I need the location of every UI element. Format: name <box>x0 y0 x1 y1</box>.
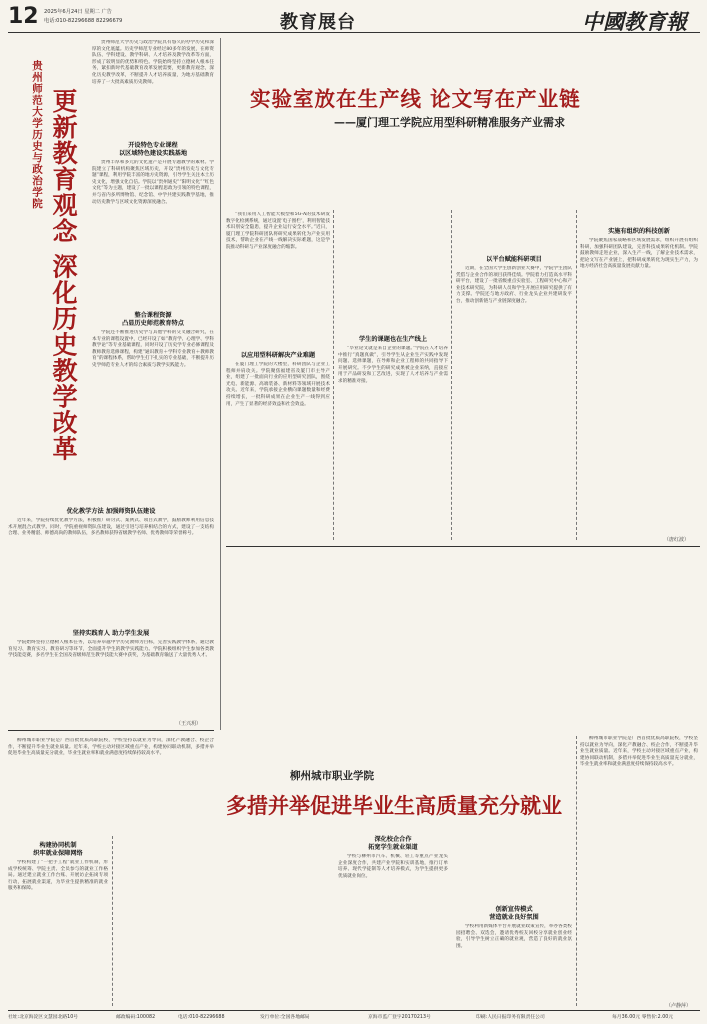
guizhou-headline: 更新教育观念 深化历史教学改革 <box>49 88 78 462</box>
masthead-logo: 中國教育報 <box>582 9 687 34</box>
footer-distributor: 发行单位:全国各地邮局 <box>260 1015 310 1020</box>
left-column-divider <box>220 38 221 730</box>
xiamen-section-1-title: 以应用型科研解决产业难题 <box>240 352 316 359</box>
liuzhou-section-3-body <box>456 924 572 1004</box>
liuzhou-section-3-title: 创新宣传模式 营造就业良好氛围 <box>489 906 539 921</box>
xiamen-section-4-title: 实施有组织的科技创新 <box>608 228 670 235</box>
xiamen-section-4-text: 学院聚焦国家战略和区域发展需求，组织开展有组织科研，加强科研团队建设，完善科技成果转化机制。学院鼓励教师走进企业，深入生产一线，了解企业技术需求，把论文写在产业链上，把科研成果转化为现实生产力，为地方经济社会高质量发展贡献力量。 <box>580 238 698 270</box>
guizhou-section-2-body <box>92 330 214 448</box>
liuzhou-col-divider-2 <box>576 736 577 1006</box>
liuzhou-section-1-text: 学校构建了“一把手工程”就业工作机制，形成学校统筹、学院主责、全员参与的就业工作格局。通过建立就业工作台账、开展访企拓岗专项行动，拓展就业渠道，为毕业生提供精准的就业服务和保障。 <box>8 860 108 892</box>
footer-postcode: 邮政编码:100082 <box>116 1015 156 1020</box>
xiamen-section-1-body <box>226 362 330 538</box>
liuzhou-intro <box>8 738 214 804</box>
xiamen-lede-text: “我们采用人工智能大模型和5G-A的技术研发数字化检测系统，通过设置‘电子围栏’，利用智能技术识别安全隐患，提升企业运行安全水平。”近日，厦门理工学院科研团队将研究成果转化为产业实用技术，帮助企业在产线一线解决实际难题，这是学院推动科研与产业深度融合的缩影。 <box>226 212 330 250</box>
liuzhou-headline: 多措并举促进毕业生高质量充分就业 <box>226 794 562 818</box>
xiamen-headline: 实验室放在生产线 论文写在产业链 <box>250 87 581 111</box>
liuzhou-intro-text: 柳州城市职业学院是广西首批优质高职院校，学校坚持以就业为导向，深化产教融合、校企合作，不断提升毕业生就业质量。近年来，学校主动对接区域重点产业，构建协同联动机制，多措并举促进毕业生高质量充分就业，毕业生就业率和就业满意度持续保持较高水平。 <box>8 738 214 757</box>
guizhou-section-3-body <box>8 518 214 622</box>
xiamen-section-4-body <box>580 238 698 534</box>
phone-line: 电话:010-82296688 82296679 <box>44 18 123 24</box>
liuzhou-school-name: 柳州城市职业学院 <box>290 770 374 782</box>
xiamen-col-divider-2 <box>451 210 452 540</box>
guizhou-section-1-text: 贵州丰厚和多元的文化遗产是开展专题教学的素材。学院建立了科研机构聚焦区域历史，开设“贵州历史与文化专题”课程，利用学院丰富的地方史资源，引导学生关注本土历史文化，增强文化自信。学院以“贵州通史”“阳明文化”“红色文化”等为主题，建设了一批以课程思政为引领的特色课程，并与省内多所博物馆、纪念馆、中学共建实践教学基地，推动历史教学与区域文化资源深度融合。 <box>92 160 214 205</box>
guizhou-section-1-title: 开设特色专业课程 以区域特色建设实践基地 <box>118 142 188 157</box>
guizhou-section-4-text: 学院始终坚持立德树人根本任务，以培养卓越中学历史教师为目标，完善实践教学体系，通过教育见习、教育实习、教育研习等环节，全面提升学生的教学实践能力。学院积极组织学生参加各类教学技能竞赛，多名学生在全国及省级师范生教学技能大赛中获奖，为基础教育输送了大量优秀人才。 <box>8 640 214 659</box>
xiamen-lede <box>226 212 330 344</box>
guizhou-section-1-body <box>92 160 214 308</box>
xiamen-section-3-body <box>456 266 572 538</box>
xiamen-section-3-title: 以平台赋能科研项目 <box>486 256 542 263</box>
page-header <box>0 0 707 36</box>
page-number: 12 <box>8 4 39 29</box>
footer-license: 京海市监广登字20170213号 <box>368 1015 431 1020</box>
guizhou-section-4-body <box>8 640 214 718</box>
guizhou-bottom-rule <box>8 730 214 731</box>
xiamen-section-3-text: 近期，在全国大学生创新创业大赛中，学院学生团队凭借与企业合作的项目获得佳绩。学院着力打造高水平科研平台，建设了一批省级重点实验室、工程研究中心和产业技术研究院，为科研人员和学生开展应用研究提供了有力支撑。学院还与地方政府、行业龙头企业共建研发平台，推动创新链与产业链深度融合。 <box>456 266 572 304</box>
liuzhou-section-2-title: 深化校企合作 拓宽学生就业渠道 <box>368 836 418 851</box>
header-rule <box>8 32 700 33</box>
liuzhou-column-right-text: 柳州城市职业学院是广西首批优质高职院校，学校坚持以就业为导向，深化产教融合、校企合作，不断提升毕业生就业质量。近年来，学校主动对接区域重点产业，构建协同联动机制，多措并举促进毕业生高质量充分就业，毕业生就业率和就业满意度持续保持较高水平。 <box>580 736 698 768</box>
footer-rule <box>8 1010 700 1011</box>
xiamen-section-1-text: 在厦门理工学院的大楼里，科研团队与企业工程师并肩攻关。学院聚焦福建省及厦门市主导产业，组建了一批面向行业的应用型研究团队，围绕光电、新能源、高端装备、新材料等领域开展技术攻关。近年来，学院承接企业横向课题数量和经费持续增长，一批科研成果在企业生产一线得到应用，产生了显著的经济效益和社会效益。 <box>226 362 330 407</box>
liuzhou-column-right <box>580 736 698 1000</box>
xiamen-col-divider-1 <box>333 210 334 540</box>
liuzhou-section-1-body <box>8 860 108 1000</box>
date-line: 2025年6月24日 星期二 广告 <box>44 9 112 15</box>
xiamen-bottom-rule <box>226 546 700 547</box>
xiamen-subtitle: ——厦门理工学院应用型科研精准服务产业需求 <box>334 116 565 129</box>
section-title: 教育展台 <box>280 12 356 33</box>
xiamen-section-2-text: “毕业论文就是来自企业的课题。”学院在人才培养中推行“真题真做”，引导学生从企业生产实践中发现问题、选择课题，在导师和企业工程师的共同指导下开展研究。不少学生的研究成果被企业采纳，直接应用于产品研发和工艺改进，实现了人才培养与产业需求的精准对接。 <box>338 346 448 384</box>
xiamen-section-2-body <box>338 346 448 538</box>
xiamen-col-divider-3 <box>576 210 577 540</box>
liuzhou-col-divider-1 <box>112 836 113 1006</box>
guizhou-intro <box>92 40 214 132</box>
xiamen-section-2-title: 学生的课题也在生产线上 <box>358 336 428 343</box>
footer-bar <box>8 1013 700 1022</box>
guizhou-section-3-title: 优化教学方法 加强师资队伍建设 <box>66 508 156 515</box>
xiamen-signature: （唐红波） <box>664 537 690 543</box>
footer-address: 社址:北京海淀区文慧园北路10号 <box>8 1015 79 1020</box>
footer-price: 每月36.00元 零售价:2.00元 <box>612 1015 674 1020</box>
guizhou-section-2-text: 学院还不断推进历史学与其他学科的交叉融合研究，在本专业的课程设置中，已经开设了如“教育学、心理学、学科教学论”等专业基础课程，同时开设了历史学专业必修课程及教师教育选修课程，构建“通识教育＋学科专业教育＋教师教育”的课程体系，帮助学生打下扎实的专业基础，不断提升历史学师范专业人才的综合素质与教学实践能力。 <box>92 330 214 368</box>
guizhou-section-2-title: 整合课程资源 凸显历史师范教育特点 <box>122 312 184 327</box>
footer-phone: 电话:010-82296688 <box>178 1015 225 1020</box>
guizhou-intro-text: 贵州师范大学历史与政治学院具有悠久的办学历史和深厚的文化底蕴。历史学师范专业经过80多年的发展，在师资队伍、学科建设、教学科研、人才培养及教学改革等方面，形成了较明显的优势和特色。学院始终坚持立德树人根本任务，紧扣新时代基础教育改革发展需要，更新教育观念，深化历史教学改革，不断提升人才培养质量，为地方基础教育培养了一大批高素质历史教师。 <box>92 40 214 85</box>
liuzhou-section-2-text: 学校与柳州市汽车、机械、轻工等重点产业龙头企业深度合作，共建产业学院和实训基地，推行订单培养、现代学徒制等人才培养模式，为学生提供更多优质就业岗位。 <box>338 854 448 879</box>
liuzhou-section-2-body <box>338 854 448 1004</box>
guizhou-school-name: 贵州师范大学历史与政治学院 <box>31 60 43 210</box>
guizhou-section-4-title: 坚持实践育人 助力学生发展 <box>72 630 150 637</box>
liuzhou-signature: （卢静萍） <box>666 1003 692 1009</box>
footer-printer: 印刷:人民日报印务有限责任公司 <box>476 1015 545 1020</box>
liuzhou-section-1-title: 构建协同机制 织牢就业保障网络 <box>33 842 83 857</box>
guizhou-signature: （王兴玥） <box>176 721 202 727</box>
liuzhou-section-3-text: 学校利用新媒体平台开展就业政策宣传，举办各类校园招聘会、双选会，邀请优秀校友回校分享就业创业经验，引导学生树立正确的就业观，营造了良好的就业氛围。 <box>456 924 572 949</box>
guizhou-section-3-text: 近年来，学院持续优化教学方法，积极推广研讨式、案例式、项目式教学，鼓励教师利用信息技术开展混合式教学。同时，学院重视师资队伍建设，通过引进与培养相结合的方式，建设了一支结构合理、业务精湛、师德高尚的教师队伍，多名教师获得省级教学名师、优秀教师等荣誉称号。 <box>8 518 214 537</box>
